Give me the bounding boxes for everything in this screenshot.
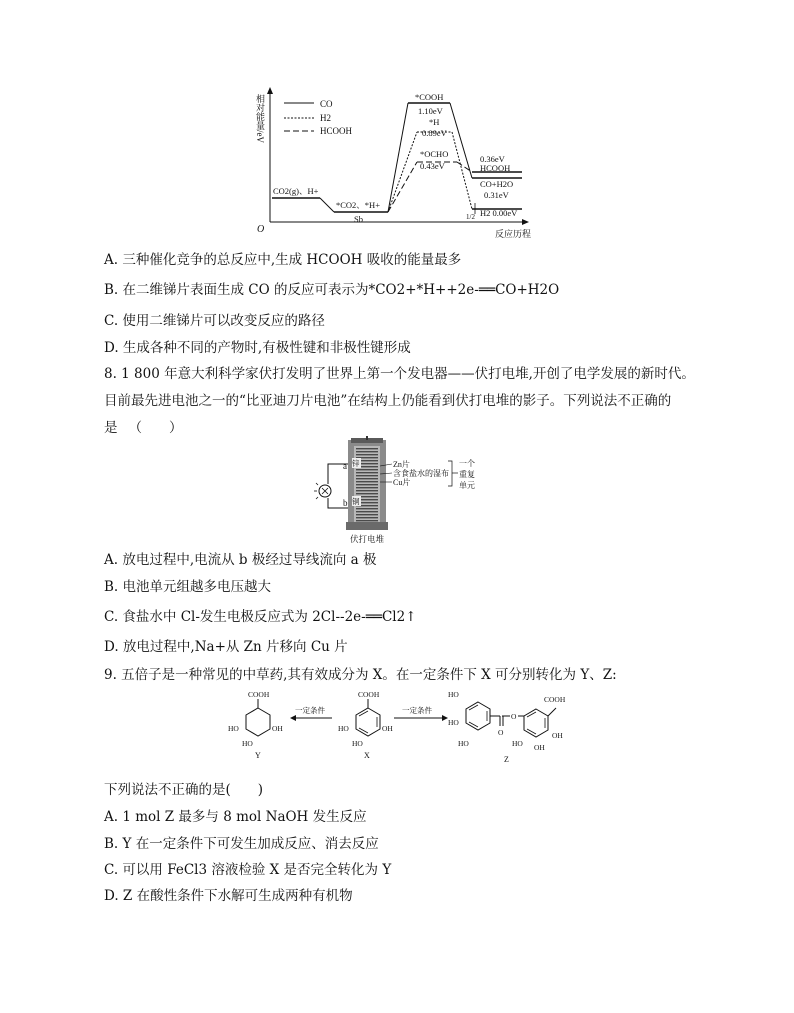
- svg-text:HO: HO: [242, 739, 253, 748]
- voltaic-pile-figure: [308, 436, 488, 546]
- start-label: CO2(g)、H+: [273, 186, 319, 196]
- q7-option-a: A. 三种催化竞争的总反应中,生成 HCOOH 吸收的能量最多: [104, 252, 462, 268]
- h2-energy: H2 0.00eV: [480, 208, 518, 218]
- ocho-energy: 0.43eV: [420, 161, 445, 171]
- label-y: Y: [255, 751, 261, 760]
- svg-text:HO: HO: [448, 690, 459, 699]
- condition-2: 一定条件: [402, 706, 432, 715]
- energy-diagram: [252, 86, 542, 242]
- q9-option-c: C. 可以用 FeCl3 溶液检验 X 是否完全转化为 Y: [104, 862, 392, 878]
- pile-stripe: [356, 481, 378, 482]
- pile-stripe: [356, 508, 378, 509]
- co-energy: 0.31eV: [484, 190, 509, 200]
- molecule-z: [448, 690, 566, 764]
- catalyst-label: Sb: [354, 214, 363, 224]
- cooh-energy: 1.10eV: [418, 106, 443, 116]
- terminal-a: a: [343, 461, 347, 471]
- pile-stripe: [356, 451, 378, 452]
- q8-stem-1: 8. 1 800 年意大利科学家伏打发明了世界上第一个发电器——伏打电堆,开创了电学发展的新时代。: [104, 366, 695, 382]
- svg-text:O: O: [511, 712, 517, 721]
- x-axis-label: 反应历程: [495, 229, 532, 239]
- pile-stripe: [356, 454, 378, 455]
- zinc-label: 锌: [352, 459, 360, 468]
- unit-label-1: 一个: [459, 459, 475, 468]
- adsorbed-label: *CO2、*H+: [336, 200, 380, 210]
- bulb-icon: [314, 483, 331, 499]
- unit-label-3: 单元: [459, 481, 475, 490]
- origin-label: O: [257, 224, 265, 235]
- cooh-label: *COOH: [415, 92, 444, 102]
- molecule-x: [338, 690, 393, 760]
- svg-text:HO: HO: [458, 739, 469, 748]
- q8-option-b: B. 电池单元组越多电压越大: [104, 579, 272, 595]
- svg-text:COOH: COOH: [544, 695, 566, 704]
- q9-question: 下列说法不正确的是( ): [104, 782, 264, 798]
- svg-text:HO: HO: [352, 739, 363, 748]
- molecule-y: [228, 690, 283, 760]
- q7-option-d: D. 生成各种不同的产物时,有极性键和非极性键形成: [104, 340, 411, 356]
- svg-text:HO: HO: [228, 724, 239, 733]
- svg-text:OH: OH: [382, 724, 393, 733]
- label-x: X: [364, 751, 370, 760]
- pile-stripe: [356, 484, 378, 485]
- svg-text:OH: OH: [534, 743, 545, 752]
- svg-text:HO: HO: [512, 739, 523, 748]
- hcooh-energy: 0.36eV: [480, 154, 505, 164]
- legend-hcooh: HCOOH: [320, 126, 353, 136]
- wet-cloth-label: 含食盐水的湿布: [393, 469, 449, 478]
- ocho-label: *OCHO: [420, 149, 449, 159]
- q7-option-b: B. 在二维锑片表面生成 CO 的反应可表示为*CO2+*H++2e-══CO+H2O: [104, 282, 560, 298]
- pile-stripe: [356, 478, 378, 479]
- reaction-scheme: [222, 688, 582, 770]
- pile-stripe: [356, 520, 378, 521]
- q8-stem-2: 目前最先进电池之一的“比亚迪刀片电池”在结构上仍能看到伏打电堆的影子。下列说法不正确的: [104, 393, 672, 409]
- pile-stripe: [356, 517, 378, 518]
- pile-stripe: [356, 511, 378, 512]
- svg-text:OH: OH: [552, 731, 563, 740]
- svg-text:OH: OH: [272, 724, 283, 733]
- svg-text:HO: HO: [338, 724, 349, 733]
- figure-caption: 伏打电堆: [350, 534, 385, 544]
- h-label: *H: [429, 117, 440, 127]
- q8-stem-3: 是 （ ）: [104, 420, 183, 436]
- pile-stripe: [356, 472, 378, 473]
- q9-option-d: D. Z 在酸性条件下水解可生成两种有机物: [104, 888, 353, 904]
- pile-stripe: [356, 490, 378, 491]
- svg-text:COOH: COOH: [358, 690, 380, 699]
- unit-label-2: 重复: [459, 470, 475, 479]
- zn-sheet-label: Zn片: [393, 460, 410, 469]
- q8-option-a: A. 放电过程中,电流从 b 极经过导线流向 a 极: [104, 552, 377, 568]
- h-energy: 0.89eV: [422, 128, 447, 138]
- half-fraction: 1/2: [466, 213, 475, 221]
- cu-sheet-label: Cu片: [393, 478, 411, 487]
- svg-text:O: O: [498, 728, 504, 737]
- pile-stripe: [356, 487, 378, 488]
- legend-h2: H2: [320, 113, 331, 123]
- pile-stripe: [356, 493, 378, 494]
- co-h2o-product: CO+H2O: [480, 179, 514, 189]
- terminal-b: b: [343, 498, 348, 508]
- legend-co: CO: [320, 99, 333, 109]
- q8-option-d: D. 放电过程中,Na+从 Zn 片移向 Cu 片: [104, 639, 348, 655]
- q9-stem: 9. 五倍子是一种常见的中草药,其有效成分为 X。在一定条件下 X 可分别转化为 Y、Z:: [104, 667, 617, 683]
- condition-1: 一定条件: [295, 706, 325, 715]
- pile-stripe: [356, 448, 378, 449]
- q9-option-b: B. Y 在一定条件下可发生加成反应、消去反应: [104, 836, 379, 852]
- y-axis-label: 相对能量/eV: [255, 94, 265, 143]
- label-z: Z: [504, 755, 509, 764]
- svg-text:COOH: COOH: [248, 690, 270, 699]
- hcooh-product: HCOOH: [480, 163, 511, 173]
- q8-option-c: C. 食盐水中 Cl-发生电极反应式为 2Cl--2e-══Cl2↑: [104, 609, 417, 625]
- pile-stripe: [356, 469, 378, 470]
- q9-option-a: A. 1 mol Z 最多与 8 mol NaOH 发生反应: [104, 809, 367, 825]
- pile-stripe: [356, 514, 378, 515]
- pile-stripe: [356, 475, 378, 476]
- copper-label: 铜: [352, 497, 360, 506]
- svg-text:HO: HO: [448, 718, 459, 727]
- q7-option-c: C. 使用二维锑片可以改变反应的路径: [104, 313, 325, 329]
